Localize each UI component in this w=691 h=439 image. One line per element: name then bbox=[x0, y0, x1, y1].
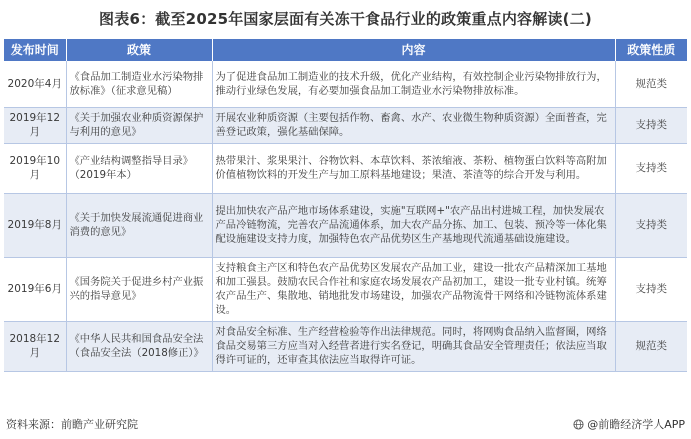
cell-policy: 《关于加强农业种质资源保护与利用的意见》 bbox=[66, 107, 212, 143]
cell-time: 2019年6月 bbox=[4, 257, 66, 321]
table-row bbox=[4, 107, 687, 143]
table-row bbox=[4, 61, 687, 107]
cell-policy: 《关于加快发展流通促进商业消费的意见》 bbox=[66, 193, 212, 257]
cell-time: 2019年10月 bbox=[4, 143, 66, 193]
brand-credit bbox=[573, 416, 685, 432]
page-title: 图表6：截至2025年国家层面有关冻干食品行业的政策重点内容解读(二) bbox=[99, 10, 592, 28]
header-type: 政策性质 bbox=[615, 39, 687, 61]
table-row bbox=[4, 321, 687, 371]
table-row bbox=[4, 193, 687, 257]
cell-content: 提出加快农产品产地市场体系建设，实施"互联网+"农产品出村进城工程，加快发展农产品冷链物流，完善农产品流通体系，加大农产品分拣、加工、包装、预冷等一体化集配设施建设支持力度，加强特色农产品优势区生产基地现代流通基础设施建设。 bbox=[212, 193, 615, 257]
cell-policy: 《产业结构调整指导目录》（2019年本） bbox=[66, 143, 212, 193]
cell-type: 支持类 bbox=[615, 143, 687, 193]
header-time: 发布时间 bbox=[4, 39, 66, 61]
cell-content: 对食品安全标准、生产经营检验等作出法律规范。同时，将网购食品纳入监督圈，网络食品交易第三方应当对入经营者进行实名登记，明确其食品安全管理责任；依法应当取得许可证的，还审查其依法应当取得许可证。 bbox=[212, 321, 615, 371]
cell-type: 规范类 bbox=[615, 61, 687, 107]
cell-content: 为了促进食品加工制造业的技术升级，优化产业结构，有效控制企业污染物排放行为，推动行业绿色发展，有必要加强食品加工制造业水污染物排放标准。 bbox=[212, 61, 615, 107]
policy-table bbox=[4, 39, 687, 372]
cell-type: 支持类 bbox=[615, 107, 687, 143]
header-policy: 政策 bbox=[66, 39, 212, 61]
cell-time: 2020年4月 bbox=[4, 61, 66, 107]
cell-content: 支持粮食主产区和特色农产品优势区发展农产品加工业，建设一批农产品精深加工基地和加工强县。鼓励农民合作社和家庭农场发展农产品初加工，建设一批专业村镇。统筹农产品生产、集散地、销地批发市场建设，加强农产品物流骨干网络和冷链物流体系建设。 bbox=[212, 257, 615, 321]
cell-type: 规范类 bbox=[615, 321, 687, 371]
cell-content: 开展农业种质资源（主要包括作物、畜禽、水产、农业微生物种质资源）全面普查，完善登记政策，强化基础保障。 bbox=[212, 107, 615, 143]
cell-time: 2018年12月 bbox=[4, 321, 66, 371]
table-header-row bbox=[4, 39, 687, 61]
table-row bbox=[4, 143, 687, 193]
cell-policy: 《中华人民共和国食品安全法（食品安全法（2018修正）》 bbox=[66, 321, 212, 371]
globe-icon bbox=[573, 419, 584, 430]
header-content: 内容 bbox=[212, 39, 615, 61]
cell-time: 2019年12月 bbox=[4, 107, 66, 143]
cell-policy: 《食品加工制造业水污染物排放标准》（征求意见稿） bbox=[66, 61, 212, 107]
cell-type: 支持类 bbox=[615, 193, 687, 257]
cell-policy: 《国务院关于促进乡村产业振兴的指导意见》 bbox=[66, 257, 212, 321]
source-note: 资料来源：前瞻产业研究院 bbox=[6, 418, 138, 431]
cell-content: 热带果汁、浆果果汁、谷物饮料、本草饮料、茶浓缩液、茶粉、植物蛋白饮料等高附加价值植物饮料的开发生产与加工原料基地建设；果渣、茶渣等的综合开发与利用。 bbox=[212, 143, 615, 193]
brand-label: @前瞻经济学人APP bbox=[587, 418, 685, 431]
cell-type: 支持类 bbox=[615, 257, 687, 321]
cell-time: 2019年8月 bbox=[4, 193, 66, 257]
table-row bbox=[4, 257, 687, 321]
